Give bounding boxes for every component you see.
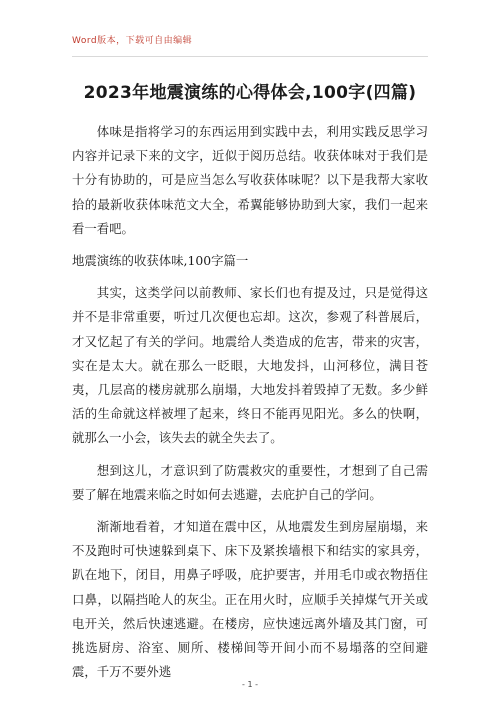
body-paragraph: 其实，这类学问以前教师、家长们也有提及过，只是觉得这并不是非常重要，听过几次便也忘却。这次，参观了科普展后，才又忆起了有关的学问。地震给人类造成的危害，带来的灾害，实在是太大。就在那么一眨眼，大地发抖，山河移位，满目苍夷，几层高的楼房就那么崩塌，大地发抖着毁掉了无数。多少鲜活的生命就这样被埋了起来，终日不能再见阳光。多么的快啊，就那么一小会，该失去的就全失去了。 [72, 285, 428, 446]
body-paragraph: 想到这儿，才意识到了防震救灾的重要性，才想到了自己需要了解在地震来临之时如何去逃避，去庇护自己的学问。 [72, 462, 428, 502]
header-divider [72, 56, 428, 57]
header-note: Word版本，下载可自由编辑 [72, 36, 193, 46]
document-body [72, 120, 428, 692]
document-title: 2023年地震演练的心得体会,100字(四篇) [83, 83, 417, 103]
section-heading: 地震演练的收获体味,100字篇一 [72, 253, 249, 269]
page-number: - 1 - [242, 680, 258, 689]
body-paragraph: 渐渐地看着，才知道在震中区，从地震发生到房屋崩塌，来不及跑时可快速躲到桌下、床下及紧挨墙根下和结实的家具旁，趴在地下，闭目，用鼻子呼吸，庇护要害，并用毛巾或衣物捂住口鼻，以隔挡呛人的灰尘。正在用火时，应顺手关掉煤气开关或电开关，然后快速逃避。在楼房，应快速远离外墙及其门窗，可挑选厨房、浴室、厕所、楼梯间等开间小而不易塌落的空间避震，千万不要外逃 [72, 519, 428, 680]
intro-paragraph: 体味是指将学习的东西运用到实践中去，利用实践反思学习内容并记录下来的文字，近似于阅历总结。收获体味对于我们是十分有协助的，可是应当怎么写收获体味呢？以下是我帮大家收拾的最新收获体味范文大全，希翼能够协助到大家，我们一起来看一看吧。 [72, 124, 428, 236]
